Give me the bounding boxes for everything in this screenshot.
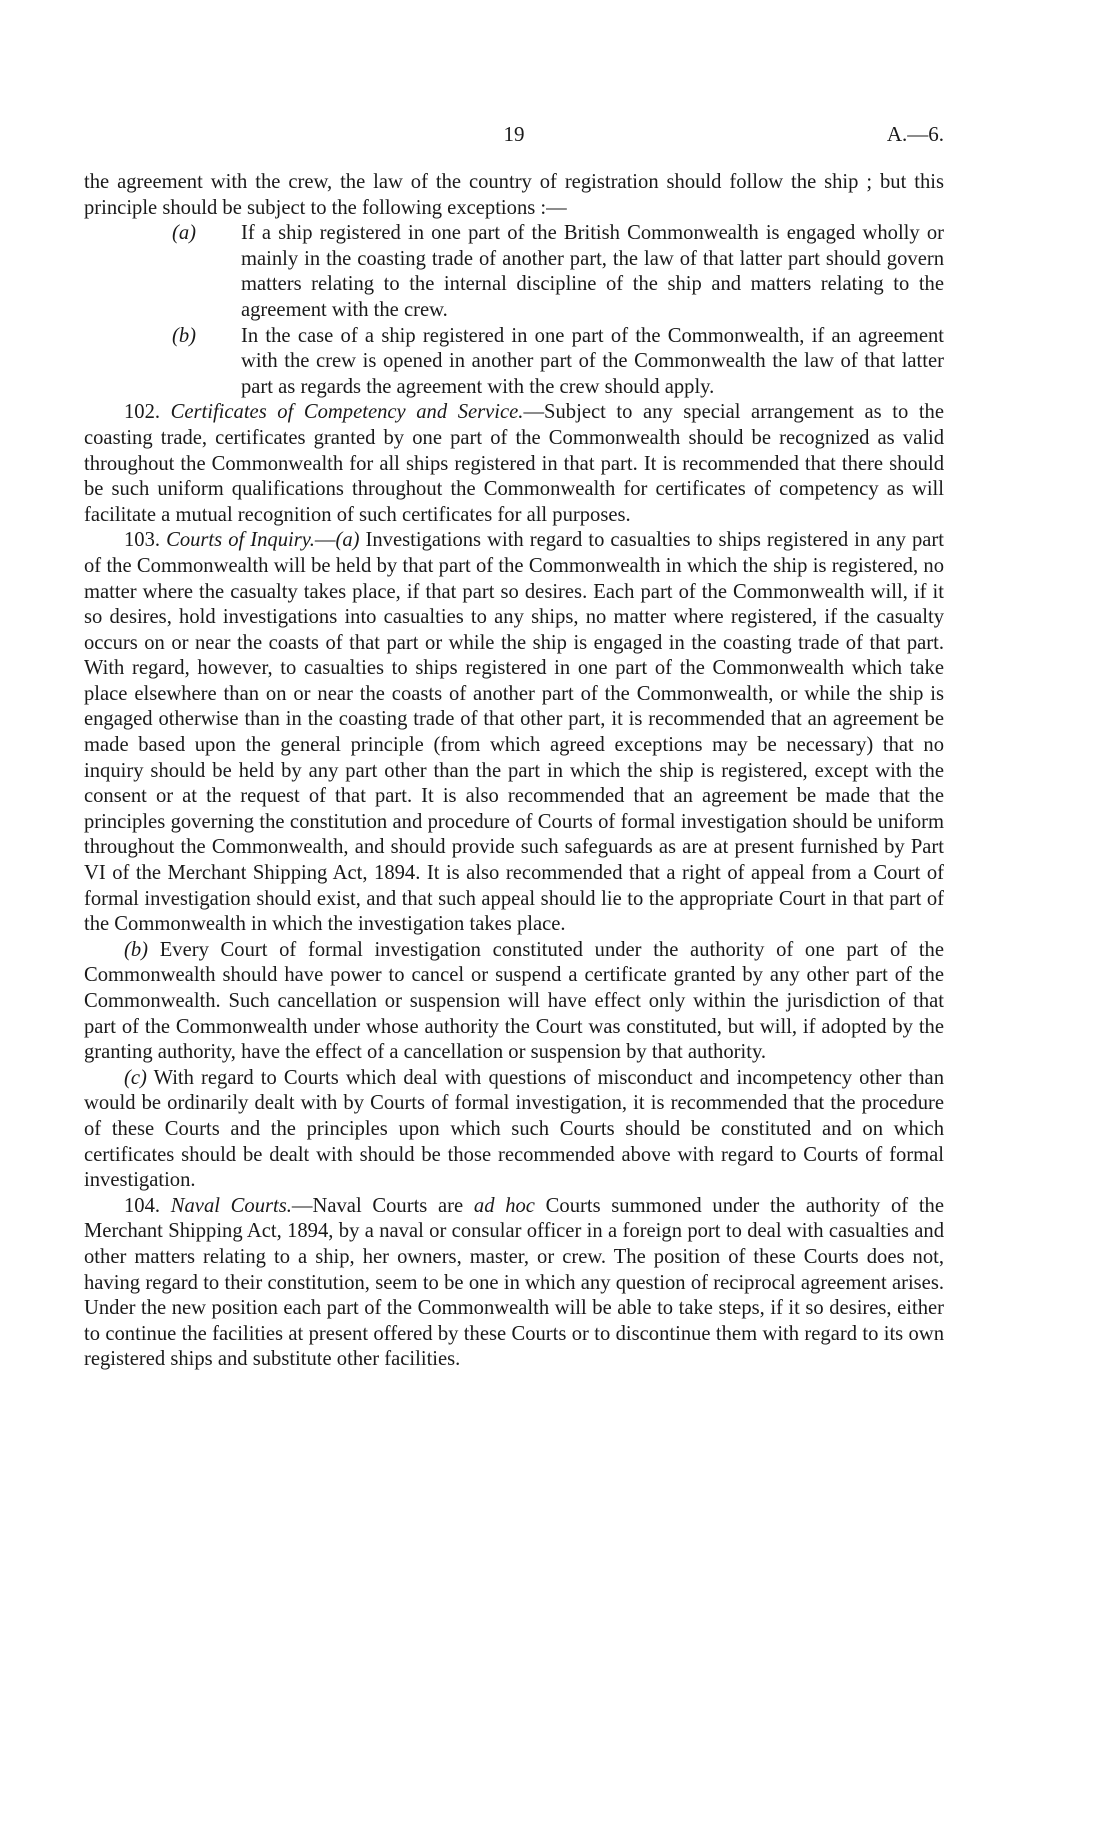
exception-item-b: [84, 324, 944, 401]
section-102: [84, 400, 944, 528]
section-103-a-text: Investigations with regard to casualties to ships registered in any part of the Commonwealth will be held by that part of the Commonwealth in which the ship is registered, no matter where the casualty takes place, if that part so desires. Each part of the Commonwealth will, if it so desires, hold investigations into casualties to any ships, no matter where registered, if the casualty occurs on or near the coasts of that part or while the ship is engaged in the coasting trade of that part. With regard, however, to casualties to ships registered in one part of the Commonwealth which take place elsewhere than on or near the coasts of another part of the Commonwealth, or while the ship is engaged otherwise than in the coasting trade of that other part, it is recommended that an agreement be made based upon the general principle (from which agreed exceptions may be necessary) that no inquiry should be held by any part other than the part in which the ship is registered, except with the consent or at the request of that part. It is also recommended that an agreement be made that the principles governing the constitution and procedure of Courts of formal investigation should be uniform throughout the Commonwealth, and should provide such safeguards as are at present furnished by Part VI of the Merchant Shipping Act, 1894. It is also recommended that a right of appeal from a Court of formal investigation should exist, and that such appeal should lie to the appropriate Court in that part of the Commonwealth in which the investigation takes place.: [84, 529, 944, 936]
page-number: 19: [503, 122, 525, 146]
exception-text-b: In the case of a ship registered in one part of the Commonwealth, if an agreement with the crew is opened in another part of the Commonwealth the law of that latter part as regards the agreement with the crew should apply.: [241, 324, 944, 398]
section-103-c-marker: (c): [124, 1066, 147, 1089]
section-103-number: 103.: [124, 529, 161, 552]
section-102-text: —Subject to any special arrangement as to the coasting trade, certificates granted by one part of the Commonwealth should be recognized as valid throughout the Commonwealth for all ships registered in that part. It is recommended that there should be such uniform qualifications throughout the Commonwealth for certificates of competency as will facilitate a mutual recognition of such certificates for all purposes.: [84, 401, 944, 526]
section-103-a: 103. Courts of Inquiry.—(a) Investigations with regard to casualties to ships registered in any part of the Commonwealth will be held by that part of the Commonwealth in which the ship is registered, no matter where the casualty takes place, if that part so desires. Each part of the Commonwealth will, if it so desires, hold investigations into casualties to any ships, no matter where registered, if the casualty occurs on or near the coasts of that part or while the ship is engaged in the coasting trade of that part. With regard, however, to casualties to ships registered in one part of the Commonwealth which take place elsewhere than on or near the coasts of another part of the Commonwealth, or while the ship is engaged otherwise than in the coasting trade of that other part, it is recommended that an agreement be made based upon the general principle (from which agreed exceptions may be necessary) that no inquiry should be held by any part other than the part in which the ship is registered, except with the consent or at the request of that part. It is also recommended that an agreement be made that the principles governing the constitution and procedure of Courts of formal investigation should be uniform throughout the Commonwealth, and should provide such safeguards as are at present furnished by Part VI of the Merchant Shipping Act, 1894. It is also recommended that a right of appeal from a Court of formal investigation should exist, and that such appeal should lie to the appropriate Court in that part of the Commonwealth in which the investigation takes place.: [84, 529, 944, 936]
section-104-latin: ad hoc: [473, 1194, 535, 1217]
body-text: [84, 170, 944, 1373]
exception-marker-a: (a): [172, 222, 197, 245]
section-104-text-2: Courts summoned under the authority of the Merchant Shipping Act, 1894, by a naval or consular officer in a foreign port to deal with casualties and other matters relating to a ship, her owners, master, or crew. The position of these Courts does not, having regard to their constitution, seem to be one in which any question of reciprocal agreement arises. Under the new position each part of the Commonwealth will be able to take steps, if it so desires, either to continue the facilities at present offered by these Courts or to discontinue them with regard to its own registered ships and substitute other facilities.: [84, 1194, 944, 1371]
section-103-b: [84, 938, 944, 1066]
section-102-number: 102.: [124, 401, 161, 424]
section-103-b-marker: (b): [124, 938, 149, 961]
section-104-number: 104.: [124, 1194, 161, 1217]
document-reference: A.—6.: [886, 122, 944, 146]
section-102-title: Certificates of Competency and Service.: [170, 401, 524, 424]
section-103-title: Courts of Inquiry.: [166, 529, 315, 552]
exception-marker-b: (b): [172, 324, 197, 347]
section-103-c: [84, 1066, 944, 1194]
exception-item-a: [84, 221, 944, 323]
section-104-title: Naval Courts.: [170, 1194, 292, 1217]
section-103-c-text: With regard to Courts which deal with questions of misconduct and incompetency other than would be ordinarily dealt with by Courts of formal investigation, it is recommended that the procedure of these Courts and the principles upon which such Courts should be constituted and on which certificates should be dealt with should be those recommended above with regard to Courts of formal investigation.: [84, 1066, 944, 1192]
section-103-b-text: Every Court of formal investigation constituted under the authority of one part of the Commonwealth should have power to cancel or suspend a certificate granted by any other part of the Commonwealth. Such cancellation or suspension will have effect only within the jurisdiction of that part of the Commonwealth under whose authority the Court was constituted, but will, if adopted by the granting authority, have the effect of a cancellation or suspension by that authority.: [84, 938, 944, 1064]
page-header: [84, 122, 944, 152]
exception-text-a: If a ship registered in one part of the British Commonwealth is engaged wholly or mainly in the coasting trade of another part, the law of that latter part should govern matters relating to the internal discipline of the ship and matters relating to the agreement with the crew.: [241, 222, 944, 321]
section-103-a-marker: (a): [335, 529, 360, 552]
section-104-text-1: —Naval Courts are: [291, 1194, 464, 1217]
section-104: [84, 1194, 944, 1373]
intro-paragraph: the agreement with the crew, the law of the country of registration should follow the ship ; but this principle should be subject to the following exceptions :—: [84, 171, 944, 219]
